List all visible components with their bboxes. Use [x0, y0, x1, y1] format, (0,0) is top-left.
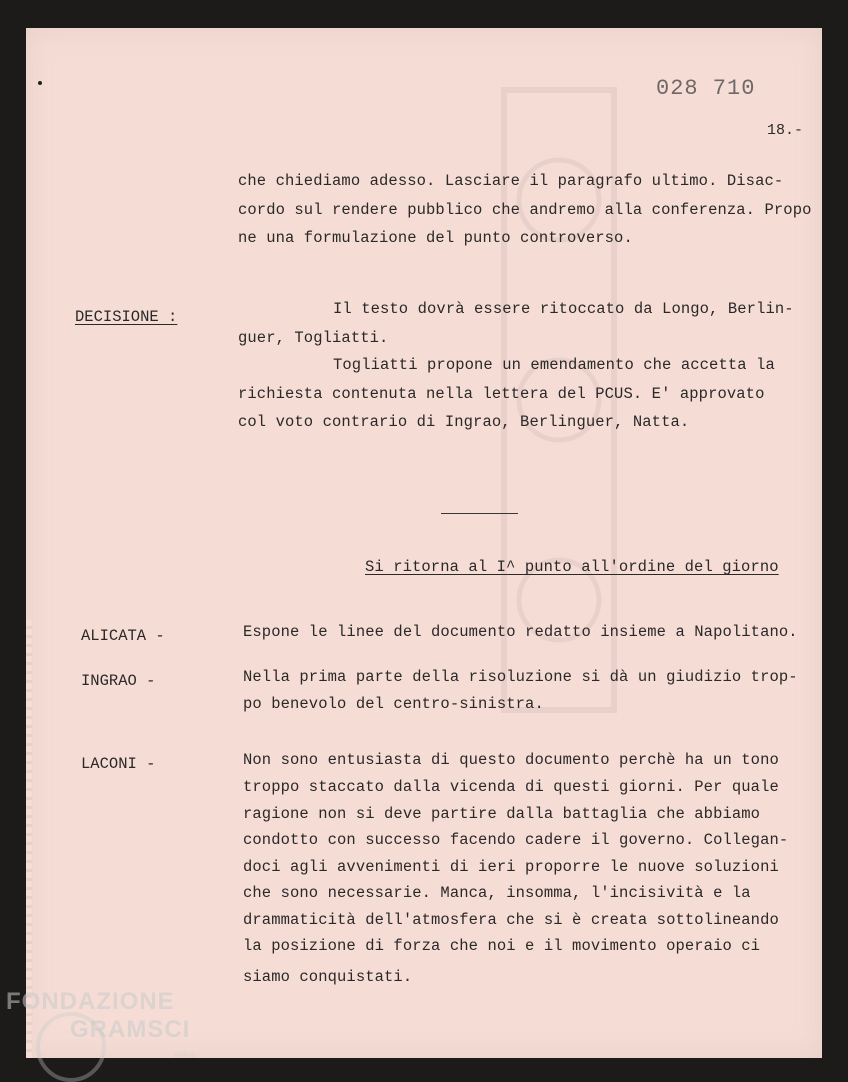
section-heading: Si ritorna al I^ punto all'ordine del giorno — [365, 558, 779, 576]
logo-subtext: onlus — [174, 1050, 196, 1060]
text-line: condotto con successo facendo cadere il governo. Collegan- — [243, 831, 789, 849]
logo-text: GRAMSCI — [70, 1016, 191, 1043]
speaker-name: INGRAO - — [81, 672, 156, 690]
text-line: doci agli avvenimenti di ieri proporre le nuove soluzioni — [243, 858, 779, 876]
text-line: troppo staccato dalla vicenda di questi giorni. Per quale — [243, 778, 779, 796]
decision-label: DECISIONE : — [75, 308, 178, 326]
text-line: col voto contrario di Ingrao, Berlinguer, Natta. — [238, 413, 690, 431]
speaker-name: LACONI - — [81, 755, 156, 773]
fondazione-gramsci-logo — [6, 988, 216, 1068]
ink-dot — [38, 81, 42, 85]
page-number: 18.- — [767, 122, 804, 139]
text-line: richiesta contenuta nella lettera del PCUS. E' approvato — [238, 385, 765, 403]
text-line: che chiediamo adesso. Lasciare il paragrafo ultimo. Disac- — [238, 172, 784, 190]
logo-text: FONDAZIONE — [6, 988, 175, 1015]
text-line: Non sono entusiasta di questo documento perchè ha un tono — [243, 751, 779, 769]
text-line: ne una formulazione del punto controverso. — [238, 229, 633, 247]
text-line: cordo sul rendere pubblico che andremo alla conferenza. Propo — [238, 201, 812, 219]
archive-number: 028 710 — [656, 76, 756, 101]
text-line: drammaticità dell'atmosfera che si è creata sottolineando — [243, 911, 779, 929]
text-line: siamo conquistati. — [243, 968, 413, 986]
text-line: Espone le linee del documento redatto insieme a Napolitano. — [243, 623, 798, 641]
text-line: Nella prima parte della risoluzione si dà un giudizio trop- — [243, 668, 798, 686]
text-line: Il testo dovrà essere ritoccato da Longo, Berlin- — [333, 300, 794, 318]
section-divider — [441, 513, 518, 514]
text-line: che sono necessarie. Manca, insomma, l'incisività e la — [243, 884, 751, 902]
text-line: po benevolo del centro-sinistra. — [243, 695, 544, 713]
text-line: Togliatti propone un emendamento che accetta la — [333, 356, 775, 374]
text-line: guer, Togliatti. — [238, 329, 389, 347]
text-line: ragione non si deve partire dalla battaglia che abbiamo — [243, 805, 761, 823]
speaker-name: ALICATA - — [81, 627, 165, 645]
text-line: la posizione di forza che noi e il movimento operaio ci — [243, 937, 761, 955]
